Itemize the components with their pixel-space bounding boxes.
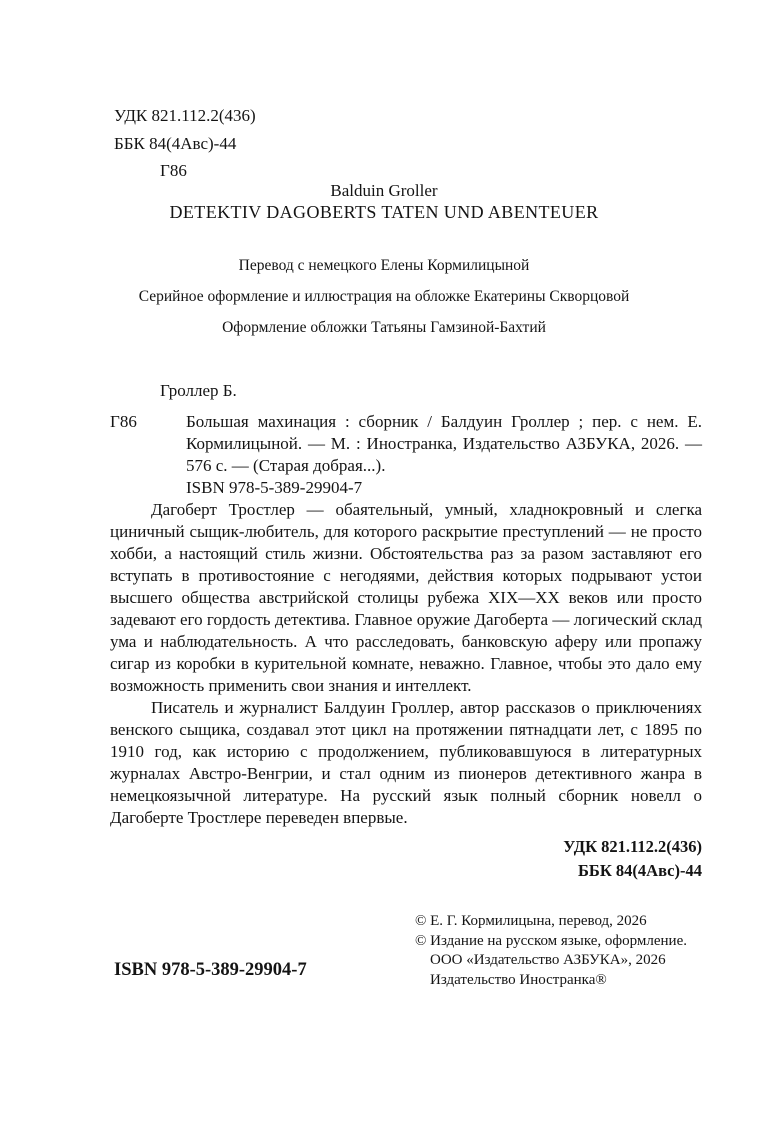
udk-bottom: УДК 821.112.2(436) (563, 837, 702, 856)
annotation-paragraph-1: Дагоберт Тростлер — обаятельный, умный, хладнокровный и слегка циничный сыщик-любитель, для которого раскрытие преступлений — не просто хобби, а настоящий стиль жизни. Обстоятельства раз за разом заставляют его вступать в противостояние с негодяями, действия которых подрывают устои высшего общества австрийской столицы рубежа XIX—XX веков или просто задевают его гордость детектива. Главное оружие Дагоберта — логический склад ума и наблюдательность. А что расследовать, банковскую аферу или пропажу сигар из коробки в курительной комнате, неважно. Главное, чтобы это дало ему возможность применить свои знания и интеллект. (110, 500, 702, 695)
author-sign-top: Г86 (160, 161, 187, 180)
credits-block (0, 256, 768, 349)
original-author: Balduin Groller (330, 181, 438, 200)
copyright-block (415, 912, 687, 990)
catalog-and-annotation-block (110, 380, 702, 882)
bbk-bottom: ББК 84(4Авс)-44 (578, 860, 702, 880)
bbk-top: ББК 84(4Авс)-44 (114, 133, 237, 153)
copyright-translation: © Е. Г. Кормилицына, перевод, 2026 (415, 913, 647, 929)
copyright-publisher: ООО «Издательство АЗБУКА», 2026 (430, 952, 666, 968)
original-title: DETEKTIV DAGOBERTS TATEN UND ABENTEUER (169, 202, 599, 222)
catalog-entry: Большая махинация : сборник / Балдуин Гроллер ; пер. с нем. Е. Кормилицыной. — М. : Иностранка, Издательство АЗБУКА, 2026. — 576 с. — (Старая добрая...). (186, 412, 702, 475)
copyright-edition: © Издание на русском языке, оформление. (415, 932, 687, 949)
isbn-bottom: ISBN 978-5-389-29904-7 (114, 960, 307, 980)
annotation-paragraph-2: Писатель и журналист Балдуин Гроллер, автор рассказов о приключениях венского сыщика, создавал этот цикл на протяжении пятнадцати лет, с 1895 по 1910 год, как историю с продолжением, публиковавшуюся в литературных журналах Австро-Венгрии, и стал одним из пионеров детективного жанра в немецкоязычной литературе. На русский язык полный сборник новелл о Дагоберте Тростлере переведен впервые. (110, 698, 702, 827)
original-title-block (0, 180, 768, 224)
credit-translation: Перевод с немецкого Елены Кормилицыной (238, 257, 530, 274)
top-codes-block (114, 102, 256, 185)
catalog-code: Г86 (110, 412, 137, 431)
catalog-entry-wrap (110, 411, 702, 499)
credit-cover-design: Оформление обложки Татьяны Гамзиной-Бахтий (222, 319, 546, 336)
udk-top: УДК 821.112.2(436) (114, 106, 256, 125)
copyright-imprint: Издательство Иностранка® (430, 971, 607, 988)
catalog-author: Гроллер Б. (160, 381, 237, 400)
credit-series-design: Серийное оформление и иллюстрация на обложке Екатерины Скворцовой (138, 288, 630, 305)
catalog-isbn: ISBN 978-5-389-29904-7 (186, 478, 363, 497)
bottom-codes-block (110, 835, 702, 882)
